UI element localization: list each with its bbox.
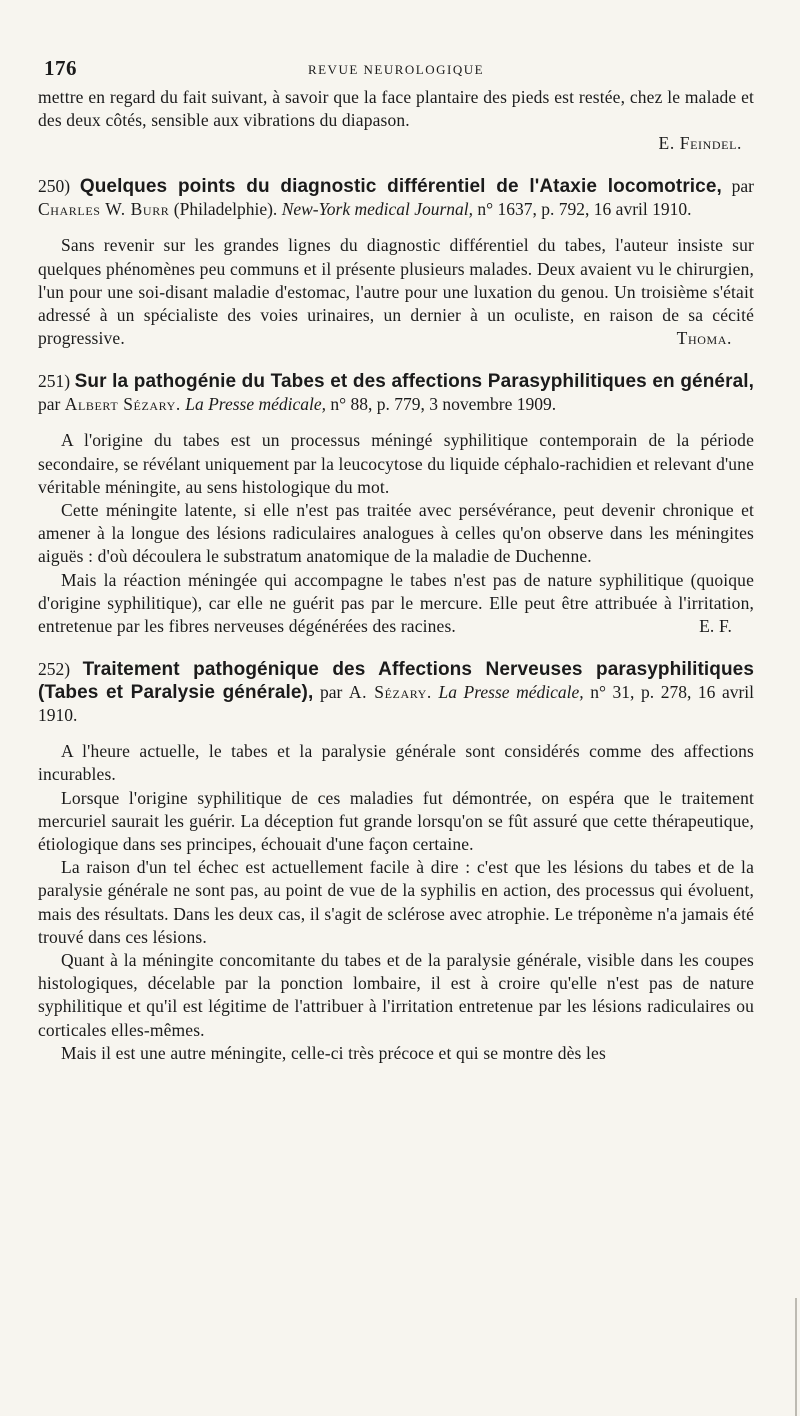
entry-paragraph: Cette méningite latente, si elle n'est pas traitée avec persévérance, peut devenir chronique et amener à la longue des lésions radiculaires analogues à celles qu'on observe dans les méningites aiguës : d'où découlera le substratum anatomique de la maladie de Duchenne. [38,500,754,567]
intro-section [38,86,754,155]
page-number: 176 [44,56,77,80]
document-page [38,0,754,1065]
entry-reference: n° 31, p. 278, 16 avril 1910. [38,682,755,726]
entry-paragraph-text: Mais la réaction méningée qui accompagne le tabes n'est pas de nature syphilitique (quoique d'origine syphilitique), car elle ne guérit pas par le mercure. Elle peut être attribuée à l'irritation, entretenue par les fibres nerveuses dégénérées des racines. [38,569,754,637]
intro-signature-text: E. Feindel. [658,133,742,154]
entry-by: par [731,176,755,197]
entry-paragraph [38,569,754,639]
entry-252 [38,658,754,1065]
entry-signature: E. F. [699,616,732,637]
entry-source: New-York medical Journal, [281,199,474,220]
entry-paragraph: A l'origine du tabes est un processus méningé syphilitique contemporain de la période secondaire, se révélant uniquement par la leucocytose du liquide céphalo-rachidien et relevant d'une véritable méningite, au sens histologique du mot. [38,430,754,497]
entry-paragraph: A l'heure actuelle, le tabes et la paralysie générale sont considérés comme des affections incurables. [38,741,754,785]
entry-heading [38,658,754,727]
entry-title: Traitement pathogénique des Affections Nerveuses parasyphilitiques (Tabes et Paralysie générale), [38,659,755,704]
entry-number: 251) [38,371,71,392]
intro-signature [38,132,754,155]
entry-250 [38,175,754,350]
entry-paragraph: Lorsque l'origine syphilitique de ces maladies fut démontrée, on espéra que le traitement mercuriel saurait les guérir. La déception fut grande lorsqu'on se fût assuré que cette thérapeutique, étiologique dans ses principes, échouait d'une façon certaine. [38,787,754,855]
page-edge-mark [795,1298,797,1416]
entry-reference: n° 1637, p. 792, 16 avril 1910. [477,199,692,220]
intro-paragraph: mettre en regard du fait suivant, à savoir que la face plantaire des pieds est restée, chez le malade et des deux côtés, sensible aux vibrations du diapason. [38,87,754,131]
entry-signature: Thoma. [676,328,732,349]
entry-source: La Presse médicale, [438,682,584,703]
entry-title: Sur la pathogénie du Tabes et des affections Parasyphilitiques en général, [74,371,754,393]
entry-by: par [38,394,61,415]
entry-number: 252) [38,659,71,680]
entry-author: A. Sézary. [348,682,432,703]
entry-place: (Philadelphie). [173,199,278,220]
entry-author: Charles W. Burr [38,199,170,220]
entry-number: 250) [38,176,71,197]
entry-paragraph: La raison d'un tel échec est actuellement facile à dire : c'est que les lésions du tabes et de la paralysie générale ne sont pas, au point de vue de la syphilis en action, des processus qui évoluent, mais des résultats. Dans les deux cas, il s'agit de sclérose avec atrophie. Le tréponème n'a jamais été trouvé dans ces lésions. [38,857,754,947]
entry-reference: n° 88, p. 779, 3 novembre 1909. [330,394,557,415]
journal-title: REVUE NEUROLOGIQUE [307,62,485,77]
entry-title: Quelques points du diagnostic différentiel de l'Ataxie locomotrice, [79,176,722,198]
entry-paragraph: Mais il est une autre méningite, celle-ci très précoce et qui se montre dès les [61,1042,606,1063]
entry-heading [38,370,754,416]
entry-author: Albert Sézary. [64,394,181,415]
entry-heading [38,175,754,221]
entry-251 [38,370,754,638]
entry-paragraph-text: Sans revenir sur les grandes lignes du diagnostic différentiel du tabes, l'auteur insiste sur quelques phénomènes peu communs et il présente plusieurs malades. Deux avaient vu le chirurgien, l'un pour une soi-disant maladie d'estomac, l'autre pour une luxation du genou. Un troisième s'était adressé à un spécialiste des voies urinaires, un dernier à un oculiste, en raison de sa cécité progressive. [38,235,754,349]
entry-paragraph [38,234,754,350]
entry-paragraph: Quant à la méningite concomitante du tabes et de la paralysie générale, visible dans les coupes histologiques, décelable par la ponction lombaire, il est à croire qu'elle n'est pas de nature syphilitique et qu'il est légitime de l'attribuer à l'irritation entretenue par les lésions radiculaires ou corticales elles-mêmes. [38,950,754,1040]
running-header [38,0,754,86]
entry-by: par [319,682,343,703]
entry-source: La Presse médicale, [185,394,327,415]
